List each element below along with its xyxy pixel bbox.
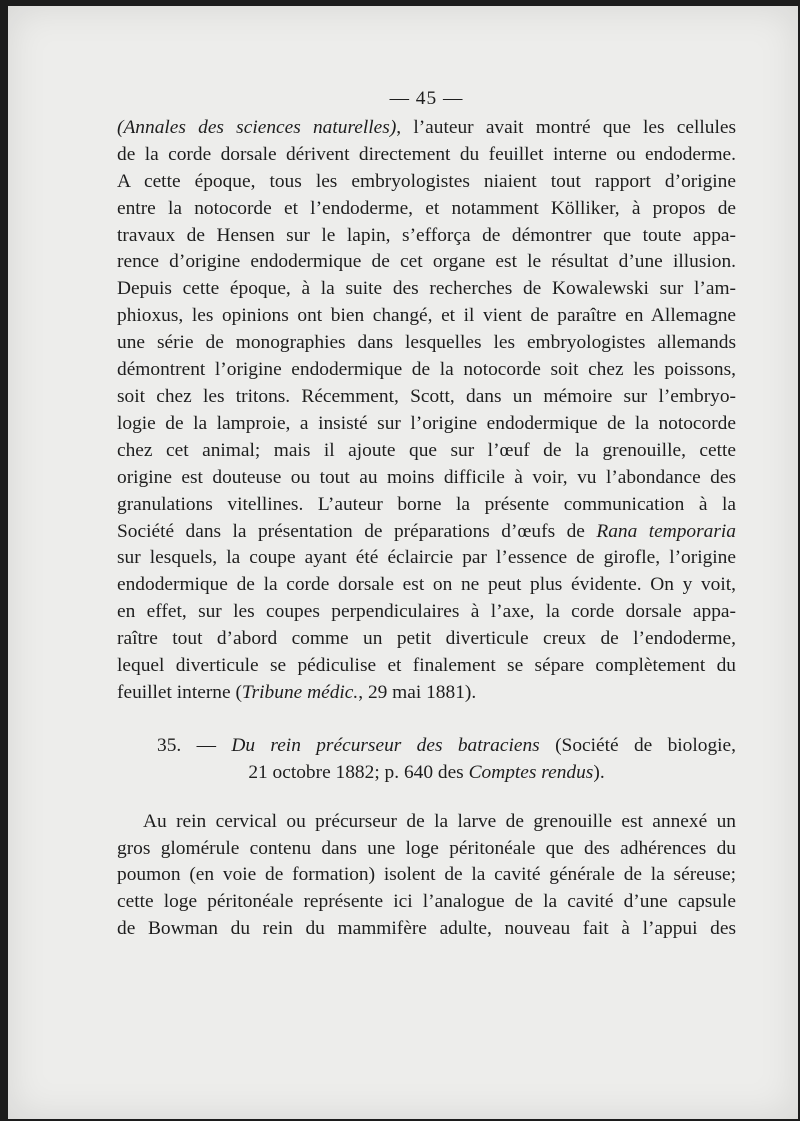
text-line: cette loge péritonéale représente ici l’analogue de la cavité d’une capsule <box>117 891 736 913</box>
text-line: raître tout d’abord comme un petit diverticule creux de l’endoderme, <box>117 628 736 650</box>
text-line: logie de la lamproie, a insisté sur l’origine endodermique de la notocorde <box>117 412 736 434</box>
heading-source: Comptes rendus <box>468 761 594 783</box>
text-line: lequel diverticule se pédiculise et finalement se sépare complètement du <box>117 655 736 677</box>
text-line: sur lesquels, la coupe ayant été éclaircie par l’essence de girofle, l’origine <box>117 547 736 569</box>
paragraph-rein <box>117 809 736 944</box>
text-line: travaux de Hensen sur le lapin, s’efforça de démontrer que toute appa- <box>117 224 736 246</box>
page-number: — 45 — <box>389 88 464 109</box>
text-line: Depuis cette époque, à la suite des recherches de Kowalewski sur l’am- <box>117 278 736 300</box>
text-line: (Annales des sciences naturelles), l’auteur avait montré que les cellules <box>117 116 736 138</box>
text-line: chez cet animal; mais il ajoute que sur l’œuf de la grenouille, cette <box>117 439 736 461</box>
text-line: une série de monographies dans lesquelles les embryologistes allemands <box>117 332 736 354</box>
text-line: rence d’origine endodermique de cet organe est le résultat d’une illusion. <box>117 251 736 273</box>
text-line: entre la notocorde et l’endoderme, et notamment Kölliker, à propos de <box>117 197 736 219</box>
text-line: Société dans la présentation de préparations d’œufs de Rana temporaria <box>117 520 736 542</box>
species-italic: Rana temporaria <box>596 520 736 542</box>
text-line: origine est douteuse ou tout au moins difficile à voir, vu l’abondance des <box>117 466 736 488</box>
text-line: de la corde dorsale dérivent directement du feuillet interne ou endoderme. <box>117 143 736 165</box>
text-line: démontrent l’origine endodermique de la notocorde soit chez les poissons, <box>117 359 736 381</box>
document-page <box>8 6 798 1119</box>
paragraph-notocorde <box>117 115 736 707</box>
section-heading <box>117 733 736 787</box>
text-line: en effet, sur les coupes perpendiculaires à l’axe, la corde dorsale appa- <box>117 601 736 623</box>
text-block <box>117 86 736 943</box>
text-line: Au rein cervical ou précurseur de la larve de grenouille est annexé un <box>143 810 736 832</box>
text-line: feuillet interne (Tribune médic., 29 mai 1881). <box>117 681 477 703</box>
text-line: A cette époque, tous les embryologistes niaient tout rapport d’origine <box>117 170 736 192</box>
citation-italic: Tribune médic. <box>241 681 359 703</box>
citation-italic: (Annales des sciences naturelles) <box>117 116 397 138</box>
text-line: phioxus, les opinions ont bien changé, et il vient de paraître en Allemagne <box>117 305 736 327</box>
text-line: granulations vitellines. L’auteur borne la présente communication à la <box>117 493 736 515</box>
text-line: gros glomérule contenu dans une loge péritonéale que des adhérences du <box>117 837 736 859</box>
text-line: endodermique de la corde dorsale est on ne peut plus évidente. On y voit, <box>117 574 736 596</box>
heading-line: 21 octobre 1882; p. 640 des Comptes rendus). <box>248 761 605 783</box>
text-line: poumon (en voie de formation) isolent de la cavité générale de la séreuse; <box>117 864 736 886</box>
heading-line: 35. — Du rein précurseur des batraciens (Société de biologie, <box>157 734 737 756</box>
heading-title: Du rein précurseur des batraciens <box>231 734 540 756</box>
text-line: soit chez les tritons. Récemment, Scott, dans un mémoire sur l’embryo- <box>117 385 736 407</box>
text-line: de Bowman du rein du mammifère adulte, nouveau fait à l’appui des <box>117 918 736 940</box>
